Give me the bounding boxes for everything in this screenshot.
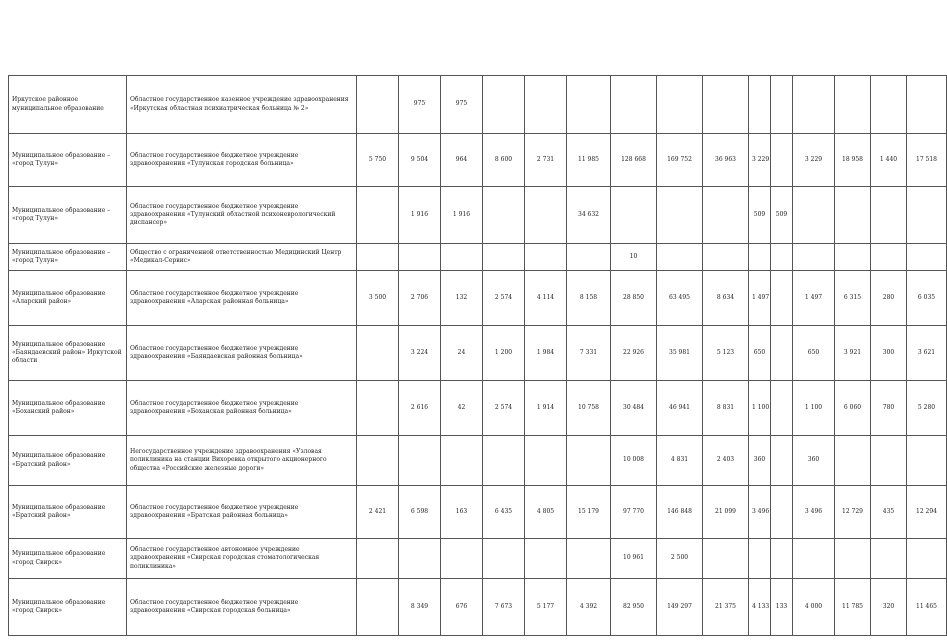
value-cell: 5 123 bbox=[703, 326, 749, 381]
value-cell: 650 bbox=[749, 326, 771, 381]
value-cell bbox=[657, 187, 703, 244]
value-cell: 22 926 bbox=[611, 326, 657, 381]
value-cell bbox=[441, 436, 483, 486]
value-cell bbox=[771, 436, 793, 486]
value-cell bbox=[749, 76, 771, 134]
table-row bbox=[9, 381, 947, 436]
table-row bbox=[9, 486, 947, 539]
value-cell bbox=[525, 187, 567, 244]
value-cell: 132 bbox=[441, 271, 483, 326]
municipality-cell: Муниципальное образование – «город Тулун» bbox=[9, 134, 127, 187]
organization-cell: Негосударственное учреждение здравоохранения «Узловая поликлиника на станции Вихоревка открытого акционерного общества «Российские железные дороги» bbox=[127, 436, 357, 486]
value-cell: 17 518 bbox=[907, 134, 947, 187]
value-cell: 5 750 bbox=[357, 134, 399, 187]
value-cell: 169 752 bbox=[657, 134, 703, 187]
value-cell bbox=[771, 539, 793, 579]
value-cell bbox=[771, 244, 793, 271]
value-cell: 30 484 bbox=[611, 381, 657, 436]
value-cell bbox=[441, 244, 483, 271]
value-cell bbox=[357, 381, 399, 436]
value-cell: 12 294 bbox=[907, 486, 947, 539]
value-cell: 6 598 bbox=[399, 486, 441, 539]
value-cell: 5 177 bbox=[525, 579, 567, 636]
organization-cell: Областное государственное бюджетное учреждение здравоохранения «Братская районная больница» bbox=[127, 486, 357, 539]
value-cell: 2 706 bbox=[399, 271, 441, 326]
value-cell bbox=[749, 244, 771, 271]
value-cell: 10 008 bbox=[611, 436, 657, 486]
value-cell: 28 850 bbox=[611, 271, 657, 326]
value-cell: 975 bbox=[441, 76, 483, 134]
value-cell: 18 958 bbox=[835, 134, 871, 187]
value-cell: 3 229 bbox=[793, 134, 835, 187]
value-cell bbox=[357, 579, 399, 636]
value-cell: 6 035 bbox=[907, 271, 947, 326]
value-cell: 2 574 bbox=[483, 381, 525, 436]
value-cell: 3 229 bbox=[749, 134, 771, 187]
organization-cell: Областное государственное бюджетное учреждение здравоохранения «Аларская районная больница» bbox=[127, 271, 357, 326]
value-cell: 2 731 bbox=[525, 134, 567, 187]
value-cell bbox=[835, 539, 871, 579]
organization-cell: Областное государственное бюджетное учреждение здравоохранения «Свирская городская больница» bbox=[127, 579, 357, 636]
value-cell: 4 133 bbox=[749, 579, 771, 636]
value-cell: 11 465 bbox=[907, 579, 947, 636]
value-cell bbox=[907, 187, 947, 244]
value-cell bbox=[771, 381, 793, 436]
value-cell bbox=[357, 436, 399, 486]
value-cell: 3 921 bbox=[835, 326, 871, 381]
value-cell: 5 280 bbox=[907, 381, 947, 436]
value-cell: 975 bbox=[399, 76, 441, 134]
value-cell: 1 440 bbox=[871, 134, 907, 187]
value-cell: 435 bbox=[871, 486, 907, 539]
value-cell bbox=[771, 486, 793, 539]
value-cell bbox=[657, 244, 703, 271]
table-row bbox=[9, 436, 947, 486]
organization-cell: Областное государственное бюджетное учреждение здравоохранения «Тулунская городская больница» bbox=[127, 134, 357, 187]
value-cell: 3 224 bbox=[399, 326, 441, 381]
table-row bbox=[9, 579, 947, 636]
value-cell: 21 099 bbox=[703, 486, 749, 539]
value-cell bbox=[567, 539, 611, 579]
value-cell bbox=[357, 244, 399, 271]
value-cell: 7 673 bbox=[483, 579, 525, 636]
municipality-cell: Муниципальное образование – «город Тулун» bbox=[9, 187, 127, 244]
municipality-cell: Муниципальное образование «Аларский район» bbox=[9, 271, 127, 326]
value-cell: 2 574 bbox=[483, 271, 525, 326]
value-cell: 7 331 bbox=[567, 326, 611, 381]
value-cell bbox=[771, 271, 793, 326]
value-cell bbox=[703, 187, 749, 244]
value-cell bbox=[483, 76, 525, 134]
value-cell bbox=[525, 76, 567, 134]
value-cell bbox=[703, 76, 749, 134]
value-cell: 8 831 bbox=[703, 381, 749, 436]
value-cell: 4 000 bbox=[793, 579, 835, 636]
value-cell bbox=[749, 539, 771, 579]
value-cell bbox=[907, 244, 947, 271]
value-cell: 149 297 bbox=[657, 579, 703, 636]
value-cell bbox=[793, 187, 835, 244]
value-cell: 1 497 bbox=[749, 271, 771, 326]
value-cell: 163 bbox=[441, 486, 483, 539]
value-cell: 21 375 bbox=[703, 579, 749, 636]
value-cell: 360 bbox=[749, 436, 771, 486]
value-cell bbox=[357, 187, 399, 244]
municipality-cell: Иркутское районное муниципальное образование bbox=[9, 76, 127, 134]
value-cell: 15 179 bbox=[567, 486, 611, 539]
value-cell bbox=[771, 134, 793, 187]
value-cell: 320 bbox=[871, 579, 907, 636]
value-cell bbox=[907, 539, 947, 579]
value-cell: 360 bbox=[793, 436, 835, 486]
value-cell bbox=[771, 76, 793, 134]
municipality-cell: Муниципальное образование «город Свирск» bbox=[9, 579, 127, 636]
value-cell bbox=[871, 187, 907, 244]
value-cell: 24 bbox=[441, 326, 483, 381]
value-cell bbox=[835, 244, 871, 271]
value-cell: 133 bbox=[771, 579, 793, 636]
value-cell: 10 bbox=[611, 244, 657, 271]
value-cell: 2 616 bbox=[399, 381, 441, 436]
table-row bbox=[9, 271, 947, 326]
value-cell: 82 950 bbox=[611, 579, 657, 636]
value-cell: 3 496 bbox=[749, 486, 771, 539]
value-cell bbox=[907, 76, 947, 134]
value-cell bbox=[483, 436, 525, 486]
municipality-cell: Муниципальное образование – «город Тулун» bbox=[9, 244, 127, 271]
value-cell bbox=[357, 539, 399, 579]
value-cell bbox=[611, 76, 657, 134]
value-cell bbox=[525, 436, 567, 486]
value-cell: 34 632 bbox=[567, 187, 611, 244]
value-cell bbox=[525, 539, 567, 579]
organization-cell: Областное государственное бюджетное учреждение здравоохранения «Боханская районная больница» bbox=[127, 381, 357, 436]
value-cell bbox=[871, 76, 907, 134]
value-cell: 676 bbox=[441, 579, 483, 636]
value-cell bbox=[567, 244, 611, 271]
value-cell: 1 984 bbox=[525, 326, 567, 381]
organization-cell: Областное государственное автономное учреждение здравоохранения «Свирская городская стоматологическая поликлиника» bbox=[127, 539, 357, 579]
value-cell bbox=[399, 539, 441, 579]
value-cell bbox=[441, 539, 483, 579]
value-cell: 10 961 bbox=[611, 539, 657, 579]
table-row bbox=[9, 134, 947, 187]
value-cell: 4 114 bbox=[525, 271, 567, 326]
value-cell: 42 bbox=[441, 381, 483, 436]
table-row bbox=[9, 326, 947, 381]
organization-cell: Областное государственное казенное учреждение здравоохранения «Иркутская областная психиатрическая больница № 2» bbox=[127, 76, 357, 134]
value-cell bbox=[793, 244, 835, 271]
value-cell: 97 770 bbox=[611, 486, 657, 539]
table-row bbox=[9, 244, 947, 271]
municipality-cell: Муниципальное образование «Братский район» bbox=[9, 486, 127, 539]
value-cell bbox=[357, 326, 399, 381]
value-cell: 8 158 bbox=[567, 271, 611, 326]
value-cell: 2 500 bbox=[657, 539, 703, 579]
value-cell: 3 621 bbox=[907, 326, 947, 381]
value-cell: 8 600 bbox=[483, 134, 525, 187]
value-cell: 36 963 bbox=[703, 134, 749, 187]
value-cell bbox=[871, 244, 907, 271]
table-row bbox=[9, 539, 947, 579]
value-cell: 9 504 bbox=[399, 134, 441, 187]
value-cell: 46 941 bbox=[657, 381, 703, 436]
value-cell: 1 914 bbox=[525, 381, 567, 436]
value-cell bbox=[657, 76, 703, 134]
value-cell: 8 349 bbox=[399, 579, 441, 636]
value-cell: 128 668 bbox=[611, 134, 657, 187]
municipality-cell: Муниципальное образование «Баяндаевский район» Иркутской области bbox=[9, 326, 127, 381]
value-cell: 10 758 bbox=[567, 381, 611, 436]
value-cell: 1 100 bbox=[793, 381, 835, 436]
value-cell: 509 bbox=[771, 187, 793, 244]
value-cell: 1 200 bbox=[483, 326, 525, 381]
value-cell: 3 496 bbox=[793, 486, 835, 539]
value-cell bbox=[483, 187, 525, 244]
value-cell: 1 100 bbox=[749, 381, 771, 436]
organization-cell: Общество с ограниченной ответственностью Медицинский Центр «Медикал-Сервис» bbox=[127, 244, 357, 271]
value-cell bbox=[835, 436, 871, 486]
value-cell: 509 bbox=[749, 187, 771, 244]
value-cell: 12 729 bbox=[835, 486, 871, 539]
value-cell: 780 bbox=[871, 381, 907, 436]
value-cell bbox=[835, 76, 871, 134]
value-cell: 300 bbox=[871, 326, 907, 381]
value-cell bbox=[703, 244, 749, 271]
value-cell: 6 060 bbox=[835, 381, 871, 436]
value-cell bbox=[793, 76, 835, 134]
value-cell bbox=[399, 436, 441, 486]
data-table bbox=[8, 75, 947, 636]
value-cell bbox=[871, 539, 907, 579]
value-cell: 4 392 bbox=[567, 579, 611, 636]
value-cell bbox=[399, 244, 441, 271]
value-cell: 2 421 bbox=[357, 486, 399, 539]
value-cell bbox=[611, 187, 657, 244]
value-cell: 6 315 bbox=[835, 271, 871, 326]
municipality-cell: Муниципальное образование «Братский район» bbox=[9, 436, 127, 486]
value-cell bbox=[835, 187, 871, 244]
organization-cell: Областное государственное бюджетное учреждение здравоохранения «Тулунский областной психоневрологический диспансер» bbox=[127, 187, 357, 244]
value-cell: 1 497 bbox=[793, 271, 835, 326]
municipality-cell: Муниципальное образование «город Свирск» bbox=[9, 539, 127, 579]
value-cell: 146 848 bbox=[657, 486, 703, 539]
value-cell bbox=[525, 244, 567, 271]
table-row bbox=[9, 187, 947, 244]
value-cell bbox=[771, 326, 793, 381]
value-cell: 1 916 bbox=[441, 187, 483, 244]
value-cell bbox=[483, 539, 525, 579]
value-cell bbox=[567, 436, 611, 486]
value-cell bbox=[907, 436, 947, 486]
value-cell: 35 981 bbox=[657, 326, 703, 381]
value-cell bbox=[793, 539, 835, 579]
value-cell: 964 bbox=[441, 134, 483, 187]
value-cell bbox=[703, 539, 749, 579]
value-cell: 280 bbox=[871, 271, 907, 326]
value-cell: 11 985 bbox=[567, 134, 611, 187]
value-cell: 3 500 bbox=[357, 271, 399, 326]
value-cell: 11 785 bbox=[835, 579, 871, 636]
value-cell: 1 916 bbox=[399, 187, 441, 244]
value-cell: 8 634 bbox=[703, 271, 749, 326]
value-cell bbox=[357, 76, 399, 134]
value-cell: 650 bbox=[793, 326, 835, 381]
table-row bbox=[9, 76, 947, 134]
value-cell: 4 805 bbox=[525, 486, 567, 539]
value-cell: 63 495 bbox=[657, 271, 703, 326]
value-cell bbox=[483, 244, 525, 271]
organization-cell: Областное государственное бюджетное учреждение здравоохранения «Баяндаевская районная больница» bbox=[127, 326, 357, 381]
value-cell: 4 831 bbox=[657, 436, 703, 486]
municipality-cell: Муниципальное образование «Боханский район» bbox=[9, 381, 127, 436]
value-cell: 6 435 bbox=[483, 486, 525, 539]
value-cell bbox=[567, 76, 611, 134]
value-cell: 2 403 bbox=[703, 436, 749, 486]
value-cell bbox=[871, 436, 907, 486]
